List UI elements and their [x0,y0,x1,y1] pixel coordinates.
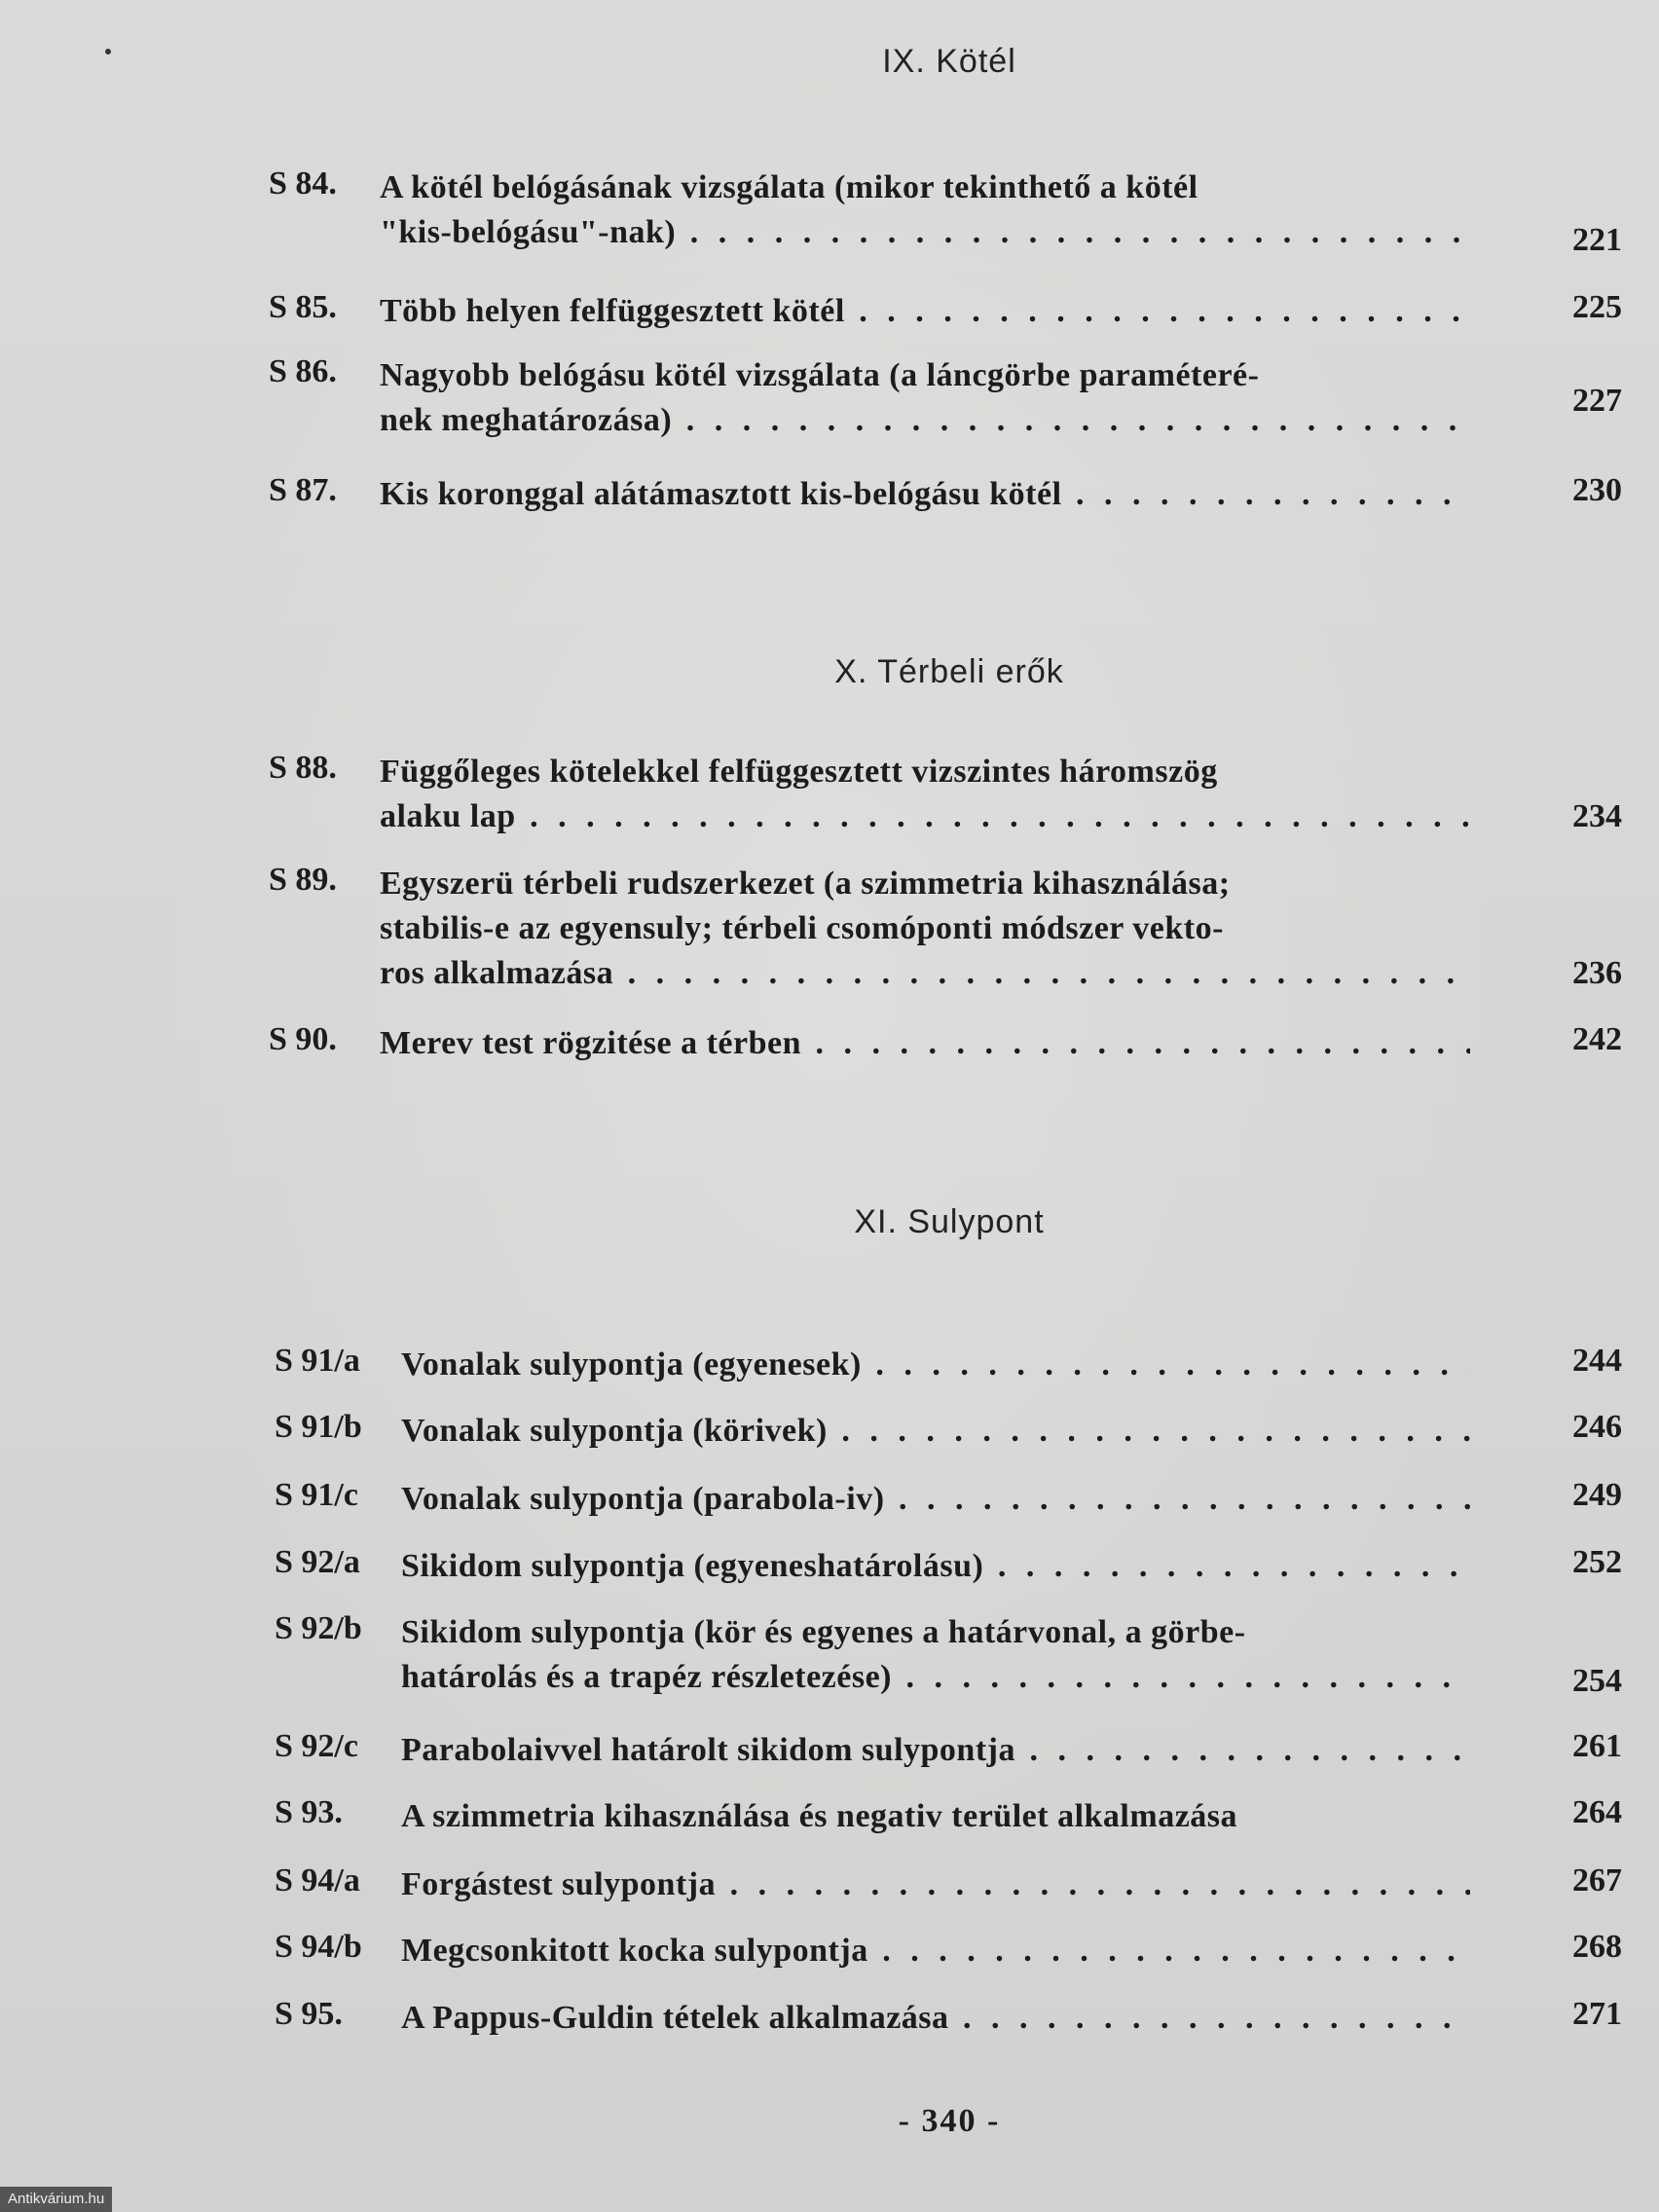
section-heading-x: X. Térbeli erők [834,653,1064,690]
entry-title-line: stabilis-e az egyensuly; térbeli csomóponti módszer vekto- [380,910,1224,946]
entry-number: S 87. [269,472,337,508]
entry-page-number: 227 [1572,383,1622,419]
entry-number: S 84. [269,166,337,202]
entry-title-line: A kötél belógásának vizsgálata (mikor tekinthető a kötél [380,169,1198,205]
entry-page-number: 267 [1572,1862,1622,1899]
entry-number: S 86. [269,353,337,389]
entry-page-number: 261 [1572,1728,1622,1764]
entry-title-line: Megcsonkitott kocka sulypontja . . . [401,1929,1470,1973]
entry-title-line: A Pappus-Guldin tételek alkalmazása . . . [401,1996,1470,2041]
entry-page-number: 242 [1572,1021,1622,1057]
entry-number: S 92/b [275,1610,362,1646]
entry-page-number: 252 [1572,1544,1622,1580]
section-heading-xi: XI. Sulypont [854,1203,1045,1240]
entry-title-line: Merev test rögzitése a térben . . . [380,1021,1470,1066]
entry-page-number: 249 [1572,1477,1622,1513]
entry-page-number: 230 [1572,472,1622,508]
entry-page-number: 271 [1572,1996,1622,2032]
entry-title-line: Forgástest sulypontja . . . [401,1862,1470,1907]
entry-page-number: 268 [1572,1929,1622,1965]
entry-number: S 93. [275,1794,343,1830]
entry-number: S 91/c [275,1477,358,1513]
entry-page-number: 225 [1572,289,1622,325]
entry-title-line: "kis-belógásu"-nak) . . . [380,210,1470,255]
watermark: Antikvárium.hu [0,2187,112,2212]
entry-page-number: 244 [1572,1343,1622,1379]
entry-title-line: Sikidom sulypontja (kör és egyenes a határvonal, a görbe- [401,1614,1246,1650]
entry-number: S 85. [269,289,337,325]
entry-number: S 91/a [275,1343,360,1379]
entry-number: S 92/a [275,1544,360,1580]
entry-number: S 95. [275,1996,343,2032]
entry-number: S 90. [269,1021,337,1057]
entry-number: S 88. [269,750,337,786]
page-number-footer: - 340 - [898,2103,1001,2139]
entry-title-line: Parabolaivvel határolt sikidom sulypontja . . . [401,1728,1470,1773]
entry-page-number: 236 [1572,955,1622,991]
entry-page-number: 234 [1572,798,1622,834]
entry-page-number: 254 [1572,1663,1622,1699]
entry-title-line: Függőleges kötelekkel felfüggesztett vizszintes háromszög [380,754,1218,790]
section-heading-ix: IX. Kötél [882,43,1016,80]
entry-number: S 92/c [275,1728,358,1764]
entry-page-number: 221 [1572,222,1622,258]
entry-number: S 89. [269,862,337,898]
entry-title-line: Vonalak sulypontja (körivek) . . . [401,1409,1470,1454]
entry-page-number: 264 [1572,1794,1622,1830]
entry-title-line: Egyszerü térbeli rudszerkezet (a szimmetria kihasználása; [380,866,1231,902]
entry-title-line: Kis koronggal alátámasztott kis-belógásu kötél . . . [380,472,1470,517]
entry-title-line: Vonalak sulypontja (egyenesek) . . . [401,1343,1470,1387]
entry-title-line: Vonalak sulypontja (parabola-iv) . . . [401,1477,1470,1522]
entry-title-line: nek meghatározása) . . . [380,398,1470,443]
entry-title-line: Több helyen felfüggesztett kötél . . . [380,289,1470,334]
entry-number: S 94/b [275,1929,362,1965]
entry-title-line: ros alkalmazása . . . [380,951,1470,996]
entry-number: S 91/b [275,1409,362,1445]
entry-title-line: határolás és a trapéz részletezése) . . . [401,1655,1470,1700]
entry-title-line: Sikidom sulypontja (egyeneshatárolásu) . . . [401,1544,1470,1589]
entry-page-number: 246 [1572,1409,1622,1445]
entry-number: S 94/a [275,1862,360,1899]
entry-title-line: Nagyobb belógásu kötél vizsgálata (a láncgörbe paraméteré- [380,357,1260,393]
entry-title-line: alaku lap . . . [380,794,1470,839]
entry-title-line: A szimmetria kihasználása és negativ terület alkalmazása [401,1798,1238,1834]
